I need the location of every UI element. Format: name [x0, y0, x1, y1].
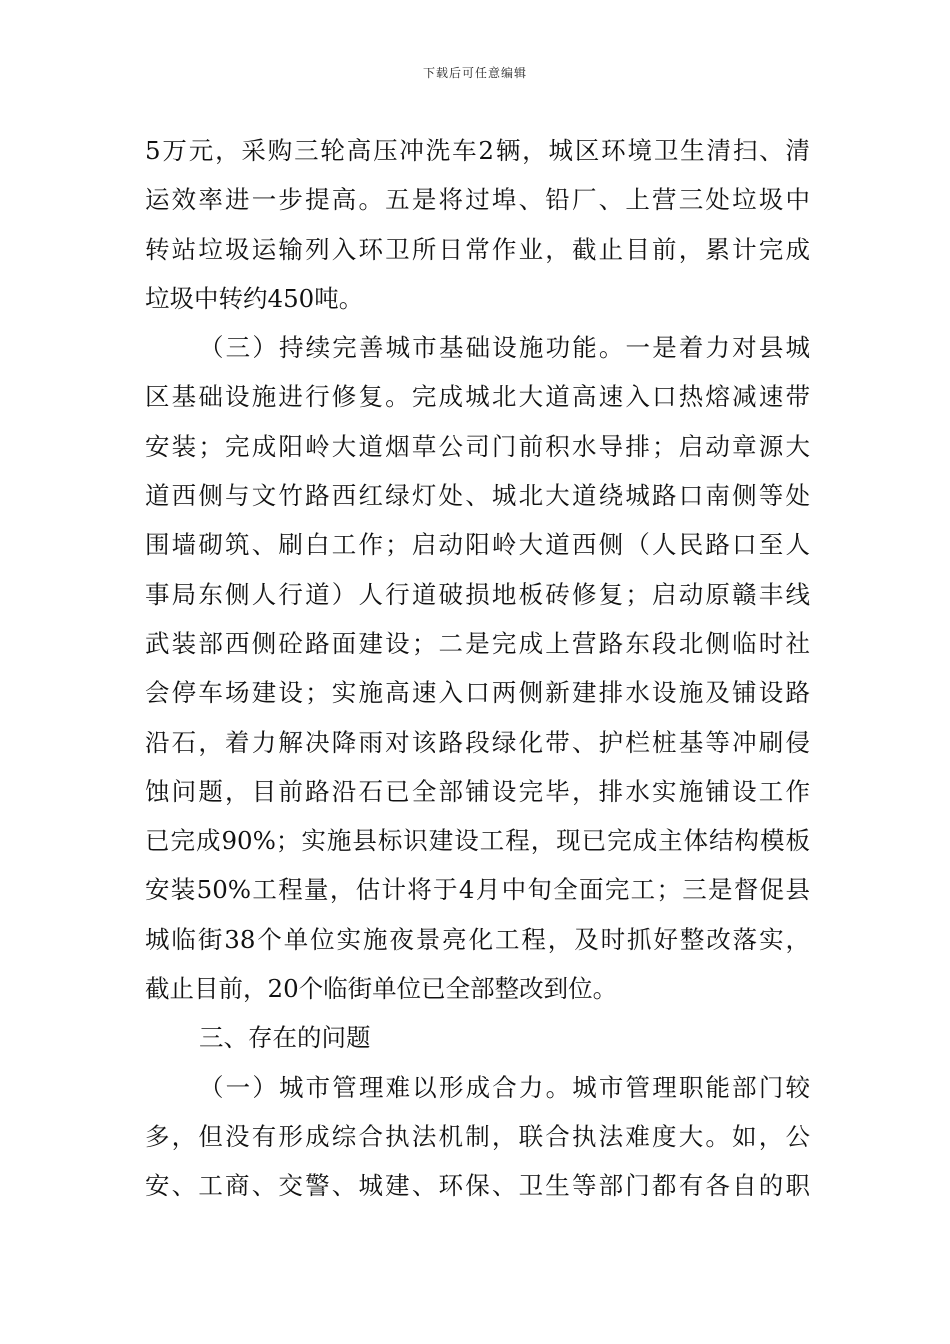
text-line: 垃圾中转约450吨。: [145, 283, 364, 313]
text-line: 事局东侧人行道）人行道破损地板砖修复；启动原赣丰线: [145, 579, 810, 609]
text-line: 转站垃圾运输列入环卫所日常作业，截止目前，累计完成: [145, 234, 810, 264]
text-line: 安装；完成阳岭大道烟草公司门前积水导排；启动章源大: [145, 431, 810, 461]
text-line: 会停车场建设；实施高速入口两侧新建排水设施及铺设路: [145, 678, 810, 708]
page-header: 下载后可任意编辑: [422, 66, 527, 80]
text-line: 截止目前，20个临街单位已全部整改到位。: [145, 974, 618, 1004]
text-line: 道西侧与文竹路西红绿灯处、城北大道绕城路口南侧等处: [145, 481, 810, 511]
text-line: 区基础设施进行修复。完成城北大道高速入口热熔减速带: [145, 382, 810, 412]
text-line: 5万元，采购三轮高压冲洗车2辆，城区环境卫生清扫、清: [145, 136, 810, 165]
section-heading: 三、存在的问题: [199, 1023, 371, 1053]
text-line: 安、工商、交警、城建、环保、卫生等部门都有各自的职: [145, 1171, 810, 1201]
text-line: 安装50%工程量，估计将于4月中旬全面完工；三是督促县: [145, 875, 810, 905]
text-line: 武装部西侧砼路面建设；二是完成上营路东段北侧临时社: [145, 628, 810, 658]
text-line: 沿石，着力解决降雨对该路段绿化带、护栏桩基等冲刷侵: [145, 727, 810, 757]
text-line: 围墙砌筑、刷白工作；启动阳岭大道西侧（人民路口至人: [145, 530, 810, 560]
text-line: 蚀问题，目前路沿石已全部铺设完毕，排水实施铺设工作: [145, 776, 810, 806]
document-body: [145, 126, 810, 1211]
text-line: 运效率进一步提高。五是将过埠、铅厂、上营三处垃圾中: [145, 185, 810, 215]
paragraph-heading-line: （三）持续完善城市基础设施功能。一是着力对县城: [199, 333, 810, 363]
text-line: 城临街38个单位实施夜景亮化工程，及时抓好整改落实，: [145, 924, 810, 954]
text-line: 已完成90%；实施县标识建设工程，现已完成主体结构模板: [145, 826, 810, 856]
text-line: 多，但没有形成综合执法机制，联合执法难度大。如，公: [145, 1121, 810, 1151]
paragraph-heading-line: （一）城市管理难以形成合力。城市管理职能部门较: [199, 1072, 810, 1102]
